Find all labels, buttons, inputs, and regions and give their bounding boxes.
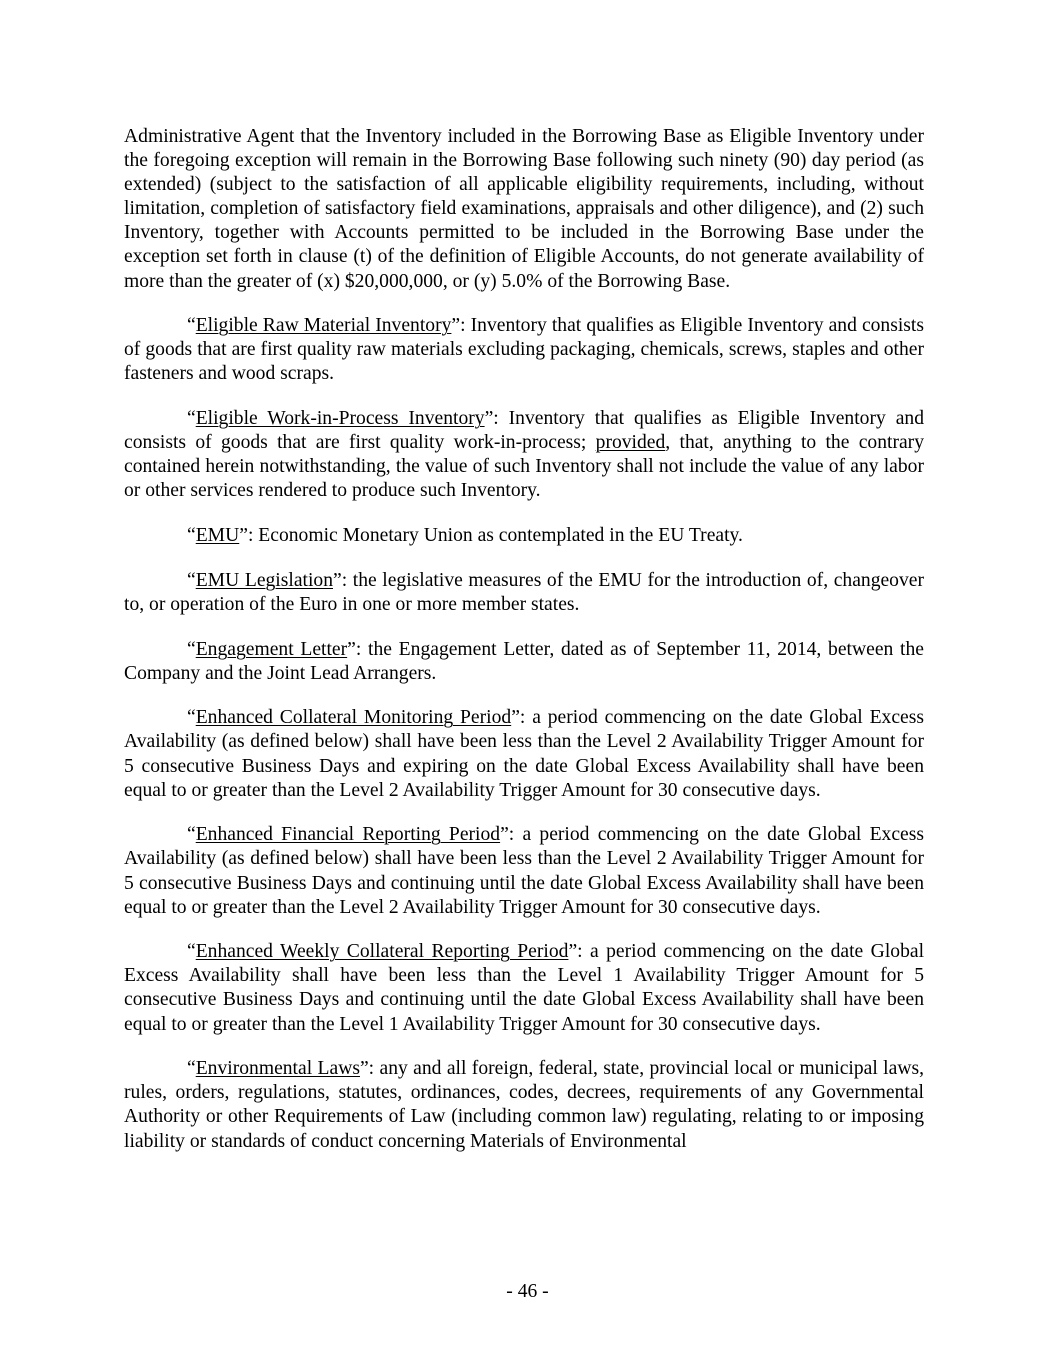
continuation-paragraph [124, 125, 924, 294]
defined-term: EMU Legislation [195, 569, 333, 591]
definition-text: a period commencing on the date Global Excess Availability shall have been less than the Level 1 Availability Trigger Amount for 5 consecutive Business Days and continuing until the date Global Excess Availability shall have been equal to or greater than the Level 1 Availability Trigger Amount for 30 consecutive days. [124, 941, 925, 1035]
definition-emu-legislation [124, 569, 924, 617]
definition-text: a period commencing on the date Global Excess Availability (as defined below) shall have been less than the Level 2 Availability Trigger Amount for 5 consecutive Business Days and continuing until the date Global Excess Availability shall have been equal to or greater than the Level 2 Availability Trigger Amount for 30 consecutive days. [124, 824, 924, 918]
definition-text: the Engagement Letter, dated as of September 11, 2014, between the Company and the Joint Lead Arrangers. [124, 638, 924, 684]
defined-term: Engagement Letter [195, 638, 348, 660]
defined-term: Enhanced Financial Reporting Period [195, 824, 501, 846]
definition-text-start: Inventory that qualifies as Eligible Inventory and consists of goods that are first quality work-in-process; [124, 408, 924, 454]
page-body [124, 125, 924, 1174]
defined-term: Eligible Work-in-Process Inventory [195, 408, 485, 430]
open-quote: “ [187, 315, 196, 337]
term-separator: ”: [451, 315, 471, 337]
definition-enhanced-weekly-collateral-reporting-period [124, 940, 924, 1036]
term-separator: ”: [511, 707, 533, 729]
definition-text-end: , that, anything to the contrary contained herein notwithstanding, the value of such Inventory shall not include the value of any labor or other services rendered to produce such Inventory. [124, 432, 924, 502]
definition-engagement-letter [124, 638, 924, 686]
open-quote: “ [187, 525, 196, 547]
defined-term: Environmental Laws [195, 1058, 360, 1080]
page-number: - 46 - [506, 1281, 549, 1302]
definition-text: Economic Monetary Union as contemplated in the EU Treaty. [258, 525, 743, 547]
open-quote: “ [187, 1058, 196, 1080]
definition-enhanced-financial-reporting-period [124, 823, 924, 919]
definition-text: the legislative measures of the EMU for the introduction of, changeover to, or operation of the Euro in one or more member states. [124, 569, 924, 615]
defined-term: EMU [195, 525, 240, 547]
open-quote: “ [187, 569, 196, 591]
paragraph-text: Administrative Agent that the Inventory included in the Borrowing Base as Eligible Inventory under the foregoing exception will remain in the Borrowing Base following such ninety (90) day period (as extended) (subject to the satisfaction of all applicable eligibility requirements, including, without limitation, completion of satisfactory field examinations, appraisals and other diligence), and (2) such Inventory, together with Accounts permitted to be included in the Borrowing Base under the exception set forth in clause (t) of the definition of Eligible Accounts, do not generate availability of more than the greater of (x) $20,000,000, or (y) 5.0% of the Borrowing Base. [124, 126, 924, 292]
definition-eligible-raw-material-inventory [124, 314, 924, 386]
term-separator: ”: [239, 525, 259, 547]
open-quote: “ [187, 408, 196, 430]
open-quote: “ [187, 941, 196, 963]
term-separator: ”: [500, 824, 523, 846]
definition-text: a period commencing on the date Global Excess Availability (as defined below) shall have been less than the Level 2 Availability Trigger Amount for 5 consecutive Business Days and expiring on the date Global Excess Availability shall have been equal to or greater than the Level 2 Availability Trigger Amount for 30 consecutive days. [124, 707, 924, 801]
term-separator: ”: [484, 408, 509, 430]
definition-enhanced-collateral-monitoring-period [124, 706, 924, 802]
definition-text: Inventory that qualifies as Eligible Inventory and consists of goods that are first quality raw materials excluding packaging, chemicals, screws, staples and other fasteners and wood scraps. [124, 315, 924, 385]
defined-term: Enhanced Weekly Collateral Reporting Period [195, 941, 569, 963]
open-quote: “ [187, 707, 196, 729]
term-separator: ”: [347, 638, 369, 660]
defined-term: Enhanced Collateral Monitoring Period [195, 707, 512, 729]
definition-eligible-work-in-process-inventory [124, 407, 924, 503]
term-separator: ”: [568, 941, 591, 963]
definition-emu [124, 524, 924, 548]
definition-environmental-laws [124, 1057, 924, 1153]
open-quote: “ [187, 638, 196, 660]
open-quote: “ [187, 824, 196, 846]
defined-term: Eligible Raw Material Inventory [195, 315, 452, 337]
term-separator: ”: [359, 1058, 380, 1080]
term-separator: ”: [333, 569, 353, 591]
definition-text: any and all foreign, federal, state, provincial local or municipal laws, rules, orders, regulations, statutes, ordinances, codes, decrees, requirements of any Governmental Authority or other Requirements of Law (including common law) regulating, relating to or imposing liability or standards of conduct concerning Materials of Environmental [124, 1058, 924, 1152]
underlined-word: provided [595, 432, 666, 454]
